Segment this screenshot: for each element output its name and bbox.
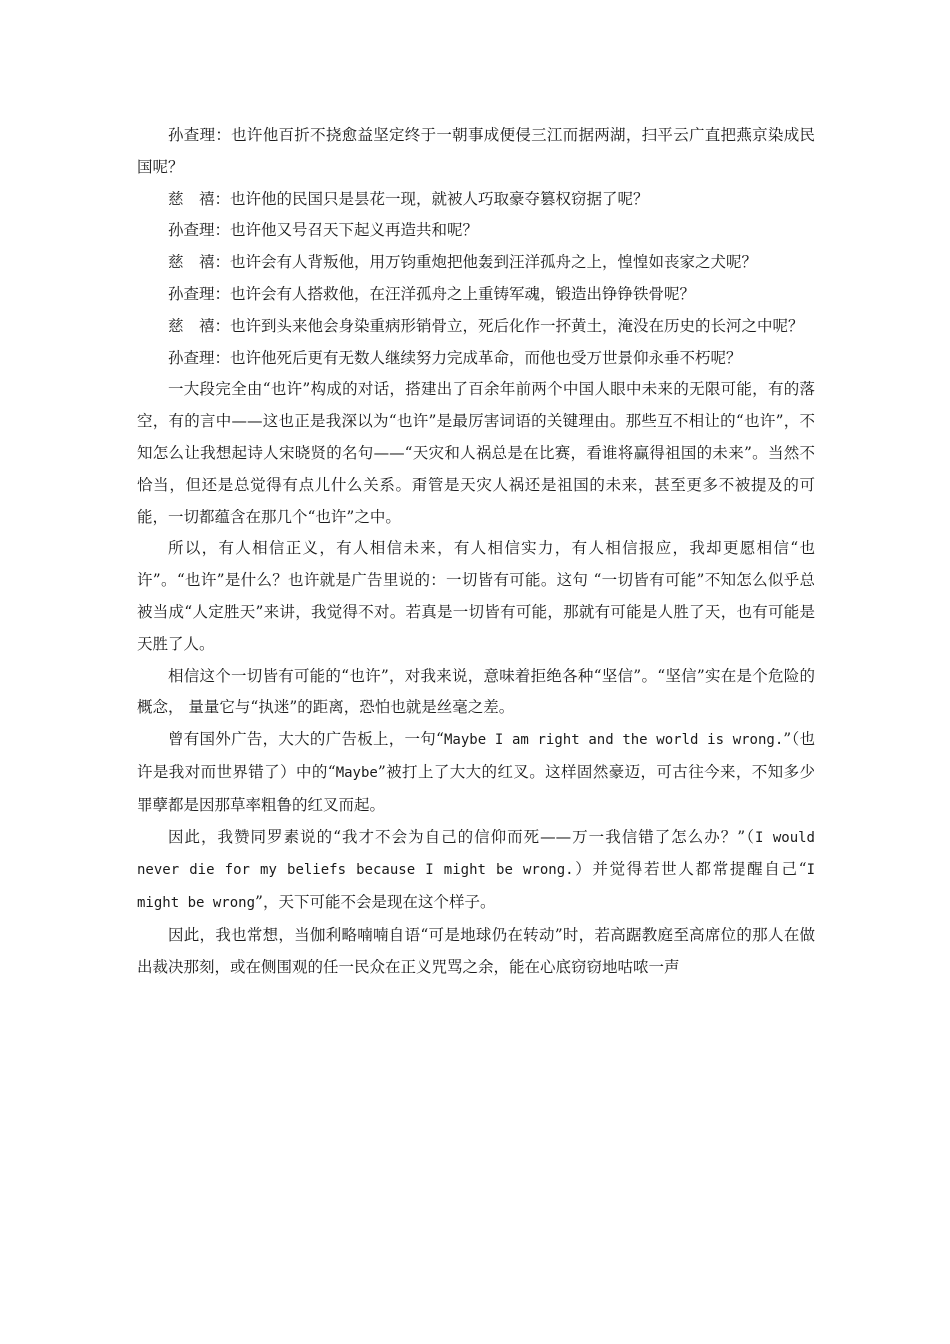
dialogue-line-sun-2: 孙查理：也许他又号召天下起义再造共和呢？ (168, 221, 479, 240)
body-paragraph: 一大段完全由“也许”构成的对话，搭建出了百余年前两个中国人眼中未来的无限可能，有的落空，有的言中——这也正是我深以为“也许”是最厉害词语的关键理由。那些互不相让的“也许”，不知怎么让我想起诗人宋晓贤的名句——“天灾和人祸总是在比赛，看谁将赢得祖国的未来”。当然不恰当，但还是总觉得有点儿什么关系。甭管是天灾人祸还是祖国的未来，甚至更多不被提及的可能，一切都蕴含在那几个“也许”之中。 (137, 380, 815, 526)
text-run: ”，天下可能不会是现在这个样子。 (255, 893, 496, 912)
dialogue-line-sun-3: 孙查理：也许会有人搭救他，在汪洋孤舟之上重铸军魂，锻造出铮铮铁骨呢？ (168, 284, 696, 303)
text-run: ）并觉得若世人都常提醒自己“ (573, 860, 807, 879)
body-paragraph: 所以，有人相信正义，有人相信未来，有人相信实力，有人相信报应，我却更愿相信“也许”。“也许”是什么？也许就是广告里说的：一切皆有可能。这句 “一切皆有可能”不知怎么似乎总被当成“人定胜天”来讲，我觉得不对。若真是一切皆有可能，那就有可能是人胜了天，也有可能是天胜了人。 (137, 539, 815, 653)
english-word: Maybe (335, 764, 378, 781)
dialogue-line-cixi-1: 慈 禧：也许他的民国只是昙花一现，就被人巧取豪夺篡权窃据了呢？ (168, 189, 649, 208)
text-run: ”（也许是我对而世界错了）中的“ (137, 730, 815, 781)
body-paragraph-russell (137, 822, 815, 920)
document-body (137, 120, 815, 984)
english-quote: I would never die for my beliefs because I might be wrong. (137, 829, 815, 879)
body-paragraph: 相信这个一切皆有可能的“也许”，对我来说，意味着拒绝各种“坚信”。“坚信”实在是个危险的概念， 量量它与“执迷”的距离，恐怕也就是丝毫之差。 (137, 666, 815, 717)
dialogue-line-sun-1: 孙查理：也许他百折不挠愈益坚定终于一朝事成便侵三江而据两湖，扫平云广直把燕京染成民国呢？ (137, 126, 815, 176)
text-run: 曾有国外广告，大大的广告板上，一句“ (168, 730, 444, 749)
english-phrase: I might be wrong (137, 862, 815, 912)
body-paragraph-galileo: 因此，我也常想，当伽利略喃喃自语“可是地球仍在转动”时，若高踞教庭至高席位的那人在做出裁决那刻，或在侧围观的任一民众在正义咒骂之余，能在心底窃窃地咕哝一声 (137, 925, 815, 976)
dialogue-line-cixi-2: 慈 禧：也许会有人背叛他，用万钧重炮把他轰到汪洋孤舟之上，惶惶如丧家之犬呢？ (168, 253, 758, 272)
dialogue-line-cixi-3: 慈 禧：也许到头来他会身染重病形销骨立，死后化作一抔黄土，淹没在历史的长河之中呢？ (168, 316, 804, 335)
body-paragraph-advert (137, 724, 815, 821)
english-quote: Maybe I am right and the world is wrong. (443, 732, 784, 749)
dialogue-line-sun-4: 孙查理：也许他死后更有无数人继续努力完成革命，而他也受万世景仰永垂不朽呢？ (168, 348, 742, 367)
text-run: 因此，我赞同罗素说的“我才不会为自己的信仰而死——万一我信错了怎么办？”（ (168, 827, 755, 846)
text-run: ”被打上了大大的红叉。这样固然豪迈，可古往今来，不知多少罪孽都是因那草率粗鲁的红叉而起。 (137, 762, 815, 814)
